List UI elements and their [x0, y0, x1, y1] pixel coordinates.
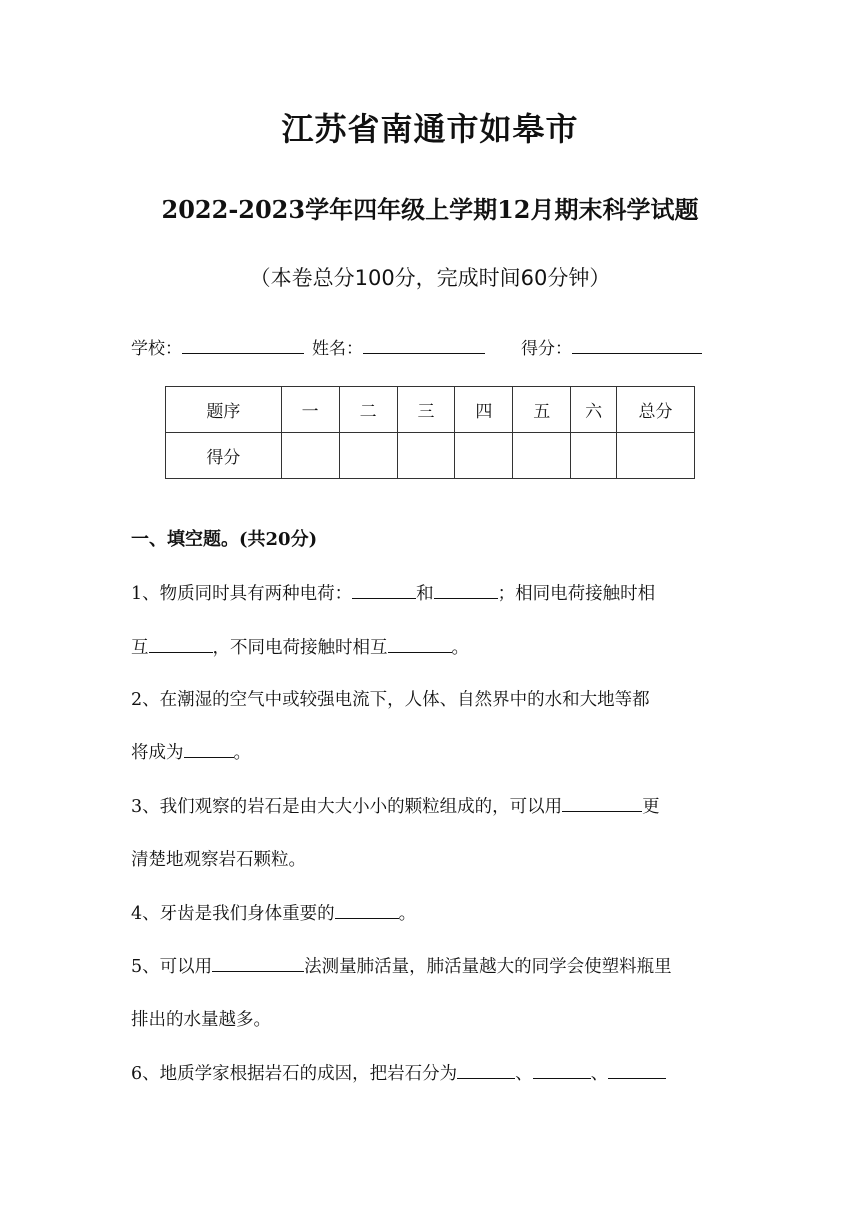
q5-text: 5、可以用: [131, 957, 213, 977]
q2-text: 将成为: [131, 743, 184, 763]
header-cell: 二: [339, 387, 397, 433]
score-field: [521, 334, 702, 359]
score-cell[interactable]: [455, 433, 513, 479]
question-3-line-2: [131, 846, 731, 871]
header-cell: 三: [397, 387, 455, 433]
q1-text: 。: [451, 638, 469, 658]
score-table-score-row: [166, 433, 695, 479]
score-row-label: 得分: [166, 433, 282, 479]
q1-text: ，不同电荷接触时相互: [212, 638, 388, 658]
question-5-line-1: [131, 953, 731, 978]
score-cell[interactable]: [513, 433, 571, 479]
q1-text: ；相同电荷接触时相: [497, 584, 656, 604]
school-blank[interactable]: [182, 337, 304, 354]
header-cell: 总分: [617, 387, 695, 433]
header-cell: 四: [455, 387, 513, 433]
document-title: 江苏省南通市如皋市: [281, 110, 579, 148]
score-cell[interactable]: [617, 433, 695, 479]
question-2-line-1: [131, 686, 731, 711]
score-cell[interactable]: [397, 433, 455, 479]
answer-blank[interactable]: [184, 742, 234, 758]
q1-text: 和: [416, 584, 434, 604]
q3-text: 3、我们观察的岩石是由大大小小的颗粒组成的，可以用: [131, 797, 563, 817]
answer-blank[interactable]: [533, 1063, 591, 1079]
q3-text: 清楚地观察岩石颗粒。: [131, 850, 306, 870]
q1-text: 1、物质同时具有两种电荷：: [131, 584, 353, 604]
q6-text: 、: [515, 1064, 533, 1084]
q3-text: 更: [642, 797, 660, 817]
q5-text: 法测量肺活量，肺活量越大的同学会使塑料瓶里: [304, 957, 672, 977]
header-cell: 六: [571, 387, 617, 433]
question-1-line-2: [131, 634, 731, 659]
q6-text: 6、地质学家根据岩石的成因，把岩石分为: [131, 1064, 458, 1084]
question-2-line-2: [131, 739, 731, 764]
question-4: [131, 900, 731, 925]
name-label: 姓名：: [312, 339, 363, 359]
header-cell: 一: [281, 387, 339, 433]
name-blank[interactable]: [363, 337, 485, 354]
header-cell: 五: [513, 387, 571, 433]
answer-blank[interactable]: [335, 903, 399, 919]
score-label: 得分：: [521, 339, 572, 359]
question-1-line-1: [131, 580, 731, 605]
answer-blank[interactable]: [608, 1063, 666, 1079]
header-cell: 题序: [166, 387, 282, 433]
q4-text: 。: [398, 904, 417, 924]
q4-text: 4、牙齿是我们身体重要的: [131, 904, 335, 924]
score-cell[interactable]: [571, 433, 617, 479]
answer-blank[interactable]: [352, 583, 416, 599]
q5-text: 排出的水量越多。: [131, 1010, 271, 1030]
q6-text: 、: [590, 1064, 609, 1084]
answer-blank[interactable]: [212, 956, 304, 972]
answer-blank[interactable]: [434, 583, 498, 599]
question-6: [131, 1060, 731, 1085]
score-blank[interactable]: [572, 337, 702, 354]
answer-blank[interactable]: [149, 637, 213, 653]
q1-text: 互: [131, 638, 149, 658]
q2-text: 。: [233, 743, 251, 763]
document-subtitle: 2022-2023学年四年级上学期12月期末科学试题: [161, 195, 699, 224]
score-table-header-row: [166, 387, 695, 433]
school-field: [131, 334, 304, 359]
section-title: 一、填空题。(共20分): [131, 529, 318, 550]
score-cell[interactable]: [281, 433, 339, 479]
school-label: 学校：: [131, 339, 182, 359]
q2-text: 2、在潮湿的空气中或较强电流下，人体、自然界中的水和大地等都: [131, 690, 650, 710]
answer-blank[interactable]: [457, 1063, 515, 1079]
answer-blank[interactable]: [388, 637, 452, 653]
exam-note: （本卷总分100分，完成时间60分钟）: [249, 266, 611, 290]
question-5-line-2: [131, 1006, 731, 1031]
score-cell[interactable]: [339, 433, 397, 479]
score-table: [165, 386, 695, 479]
question-3-line-1: [131, 793, 731, 818]
name-field: [312, 334, 485, 359]
answer-blank[interactable]: [562, 796, 642, 812]
